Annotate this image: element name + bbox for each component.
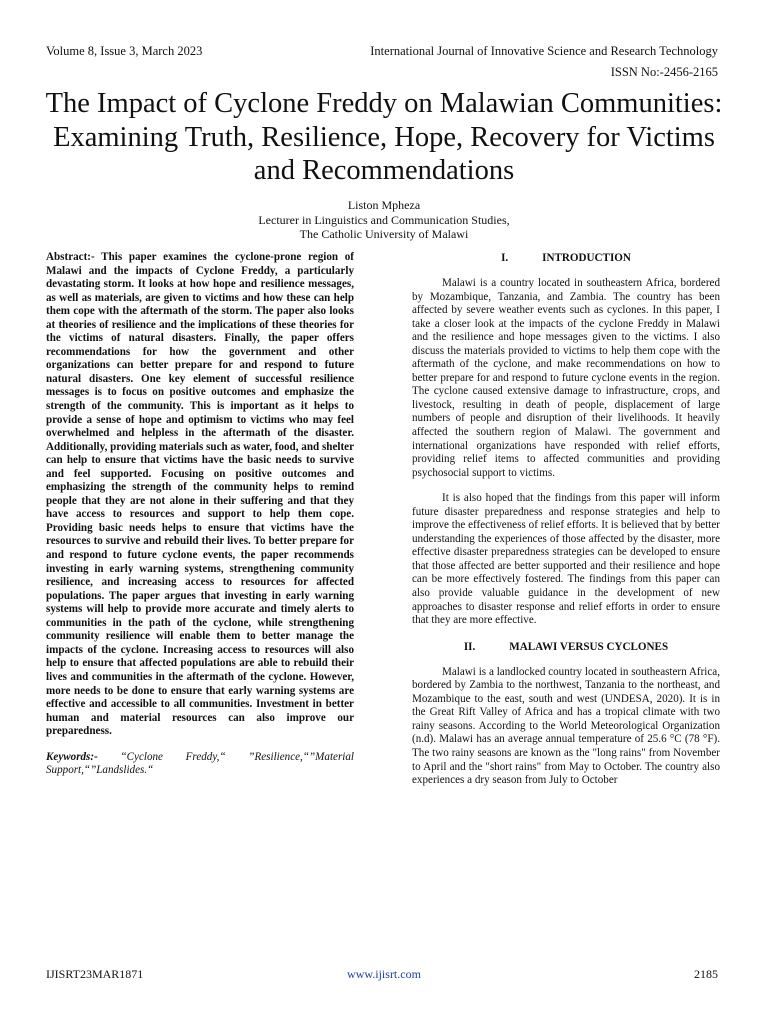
right-column [412, 251, 720, 800]
intro-paragraph-1: Malawi is a country located in southeastern Africa, bordered by Mozambique, Tanzania, and Zambia. The country has been affected by severe weather events such as cyclones. In this paper, I take a closer look at the impacts of the cyclone Freddy in Malawi and the resilience and hope messages given to the victims. I also discuss the materials provided to victims to help them cope with the aftermath of the cyclone, and make recommendations on how to better prepare for and respond to future cyclone events in the region. The cyclone caused extensive damage to infrastructure, crops, and livestock, resulting in death of people, displacement of large numbers of people and disruption of their livelihoods. It heavily affected the southern region of Malawi. The government and international organizations have responded with relief efforts, providing relief items to affected communities and providing psychosocial support to victims. [412, 277, 720, 479]
section-number: I. [501, 252, 509, 264]
header-issn: ISSN No:-2456-2165 [610, 65, 718, 79]
footer-website-link[interactable]: www.ijisrt.com [347, 967, 421, 981]
author-block [0, 198, 768, 242]
section2-paragraph-1: Malawi is a landlocked country located in southeastern Africa, bordered by Zambia to the northwest, Tanzania to the northeast, and Mozambique to the east, south and west (UNDESA, 2020). It is in the Great Rift Valley of Africa and has a tropical climate with two rainy seasons. According to the World Meteorological Organization (n.d). Malawi has an average annual temperature of 25.6 °C (78 °F). The two rainy seasons are known as the "long rains" from November to April and the "short rains" from May to October. The country also experiences a dry season from July to October [412, 665, 720, 787]
keywords-text: “Cyclone Freddy,“ ”Resilience,“”Material Support,“”Landslides.“ [46, 750, 354, 777]
abstract: Abstract:- This paper examines the cyclone-prone region of Malawi and the impacts of Cyclone Freddy, a particularly devastating storm. It looks at how hope and resilience messages, as well as materials, are given to victims and how these can help them cope with the aftermath of the storm. The paper also looks at theories of resilience and the implications of these theories for the victims of natural disasters. Finally, the paper offers recommendations for how the government and other organizations can better prepare for and respond to future natural disasters. One key element of successful resilience messages is to focus on positive outcomes and emphasize the strength of the community. This is important as it helps to provide a sense of hope and optimism to victims who may feel overwhelmed and helpless in the aftermath of the disaster. Additionally, providing materials such as water, food, and shelter can help to ensure that victims have the basic needs to survive and feel supported. Focusing on positive outcomes and emphasizing the strength of the community helps to remind people that they are not alone in their suffering and that they have access to resources and support to help them cope. Providing basic needs helps to ensure that victims have the resources to survive and rebuild their lives. To better prepare for and respond to future cyclone events, the paper recommends investing in early warning systems, strengthening community resilience, and increasing access to resources for affected populations. The paper argues that investing in early warning systems will help to provide more accurate and timely alerts to communities in the path of the cyclone, while strengthening community resilience will enable them to better manage the impacts of the cyclone. Increasing access to resources will also help to ensure that affected populations are able to rebuild their lives and communities in the aftermath of the cyclone. However, more needs to be done to ensure that early warning systems are effective and accessible to all communities. Investment in better human and material resources can also improve our preparedness. [46, 251, 354, 738]
header-journal: International Journal of Innovative Science and Research Technology [370, 44, 718, 58]
footer-page-number: 2185 [694, 967, 718, 981]
footer-paper-id: IJISRT23MAR1871 [46, 967, 144, 981]
keywords [46, 751, 354, 778]
intro-paragraph-2: It is also hoped that the findings from this paper will inform future disaster preparedness and response strategies and help to improve the effectiveness of relief efforts. It is believed that by better understanding the experiences of those affected by the disaster, more effective disaster preparedness strategies can be developed to ensure that those affected are better supported and their resilience and hope can be more effectively fostered. The findings from this paper can also provide valuable guidance in the development of new approaches to disaster response and relief efforts in order to ensure that they are more effective. [412, 492, 720, 627]
section-title: MALAWI VERSUS CYCLONES [509, 640, 669, 653]
section-title: INTRODUCTION [542, 252, 631, 264]
section-heading-introduction [412, 251, 720, 265]
author-affiliation: The Catholic University of Malawi [299, 227, 469, 241]
author-position: Lecturer in Linguistics and Communication Studies, [258, 212, 510, 227]
section-number: II. [463, 640, 476, 653]
paper-title: The Impact of Cyclone Freddy on Malawian Communities: Examining Truth, Resilience, Hope, Recovery for Victims and Recommendations [45, 88, 723, 186]
author-name: Liston Mpheza [347, 198, 421, 212]
section-heading-malawi-versus-cyclones [412, 640, 720, 654]
left-column [46, 251, 354, 778]
header-volume: Volume 8, Issue 3, March 2023 [46, 44, 203, 58]
keywords-label: Keywords:- [46, 750, 98, 763]
